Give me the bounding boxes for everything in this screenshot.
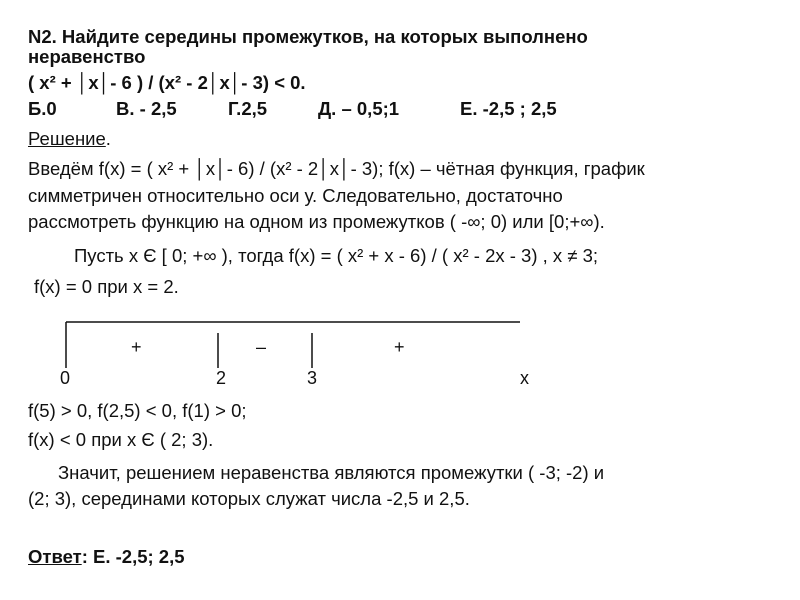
problem-line-2: неравенство bbox=[28, 46, 146, 67]
axis-label-x: x bbox=[520, 368, 529, 388]
tick-label-2: 2 bbox=[216, 368, 227, 388]
problem-inequality: ( x² + │x│- 6 ) / (x² - 2│x│- 3) < 0. bbox=[28, 72, 306, 93]
conclusion-line-1: Значит, решением неравенства являются промежутки ( -3; -2) и bbox=[58, 462, 605, 483]
solution-paragraph-1-line-2: симметричен относительно оси у. Следовательно, достаточно bbox=[28, 185, 563, 206]
tick-label-3: 3 bbox=[307, 368, 318, 388]
final-answer-colon: : bbox=[81, 546, 88, 567]
final-answer-label: Ответ bbox=[28, 546, 82, 567]
solution-heading-text: Решение bbox=[28, 128, 106, 149]
solution-paragraph-1-line-1: Введём f(x) = ( x² + │x│- 6) / (x² - 2│x│- 3); f(x) – чётная функция, график bbox=[28, 158, 645, 179]
final-answer-value: Е. -2,5; 2,5 bbox=[93, 546, 185, 567]
problem-line-1: N2. Найдите середины промежутков, на которых выполнено bbox=[28, 26, 588, 47]
sign-interval-3-inf: + bbox=[394, 337, 405, 357]
answer-option-e: Е. -2,5 ; 2,5 bbox=[460, 98, 557, 119]
negative-interval: f(x) < 0 при x Є ( 2; 3). bbox=[28, 429, 214, 450]
tick-label-0: 0 bbox=[60, 368, 71, 388]
answer-option-v: В. - 2,5 bbox=[116, 98, 177, 119]
sign-interval-2-3: – bbox=[256, 337, 267, 357]
sign-interval-0-2: + bbox=[131, 337, 142, 357]
solution-paragraph-3: f(x) = 0 при x = 2. bbox=[34, 276, 179, 297]
answer-option-b: Б.0 bbox=[28, 98, 57, 119]
solution-paragraph-1-line-3: рассмотреть функцию на одном из промежутков ( -∞; 0) или [0;+∞). bbox=[28, 211, 605, 232]
conclusion-line-2: (2; 3), серединами которых служат числа -2,5 и 2,5. bbox=[28, 488, 470, 509]
final-answer bbox=[28, 546, 185, 568]
answer-option-d: Д. – 0,5;1 bbox=[318, 98, 400, 119]
function-sign-checks: f(5) > 0, f(2,5) < 0, f(1) > 0; bbox=[28, 400, 247, 421]
answer-option-g: Г.2,5 bbox=[228, 98, 268, 119]
solution-paragraph-2: Пусть x Є [ 0; +∞ ), тогда f(x) = ( x² + x - 6) / ( x² - 2x - 3) , x ≠ 3; bbox=[74, 245, 599, 266]
solution-heading-dot: . bbox=[105, 128, 111, 149]
